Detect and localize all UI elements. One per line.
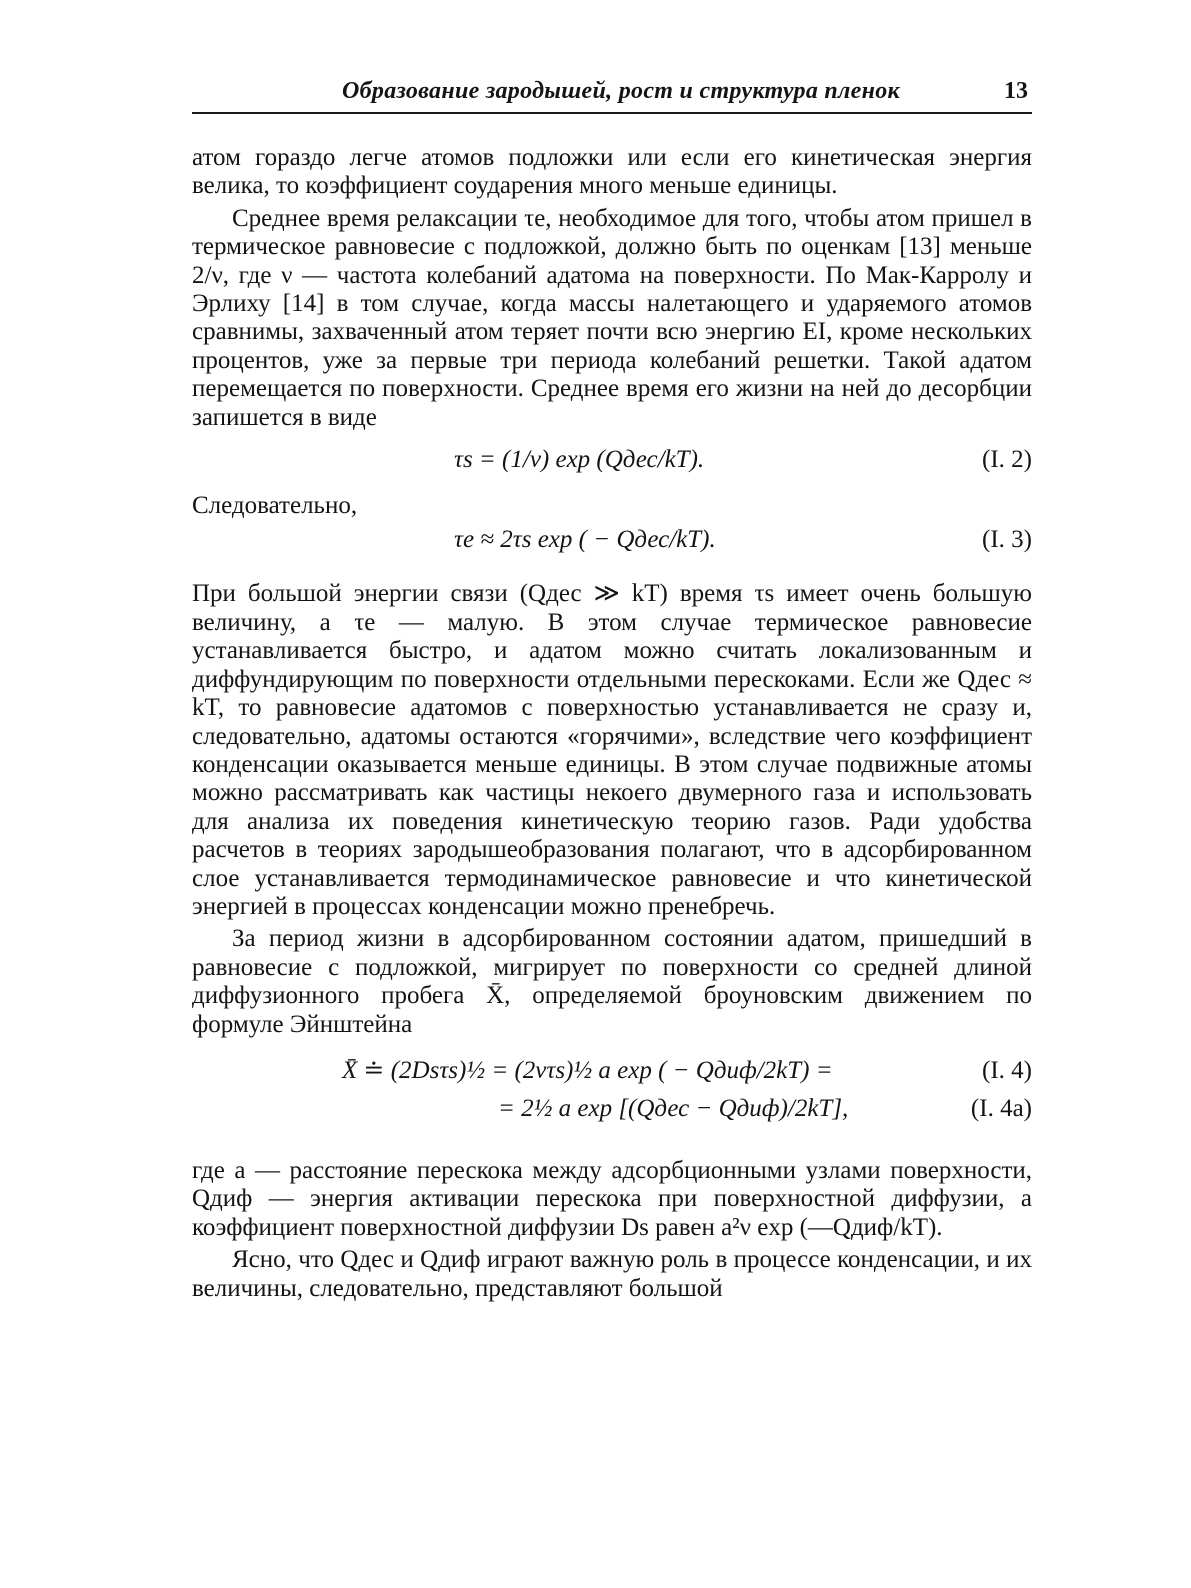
equation-I3 bbox=[192, 526, 1032, 562]
equation-I4-expression: X̄ ≐ (2Dsτs)½ = (2ντs)½ a exp ( − Qдиф/2kT) = bbox=[342, 1056, 833, 1084]
equation-I2-expression: τs = (1/ν) exp (Qдес/kT). bbox=[454, 446, 705, 474]
page-header bbox=[192, 78, 1032, 108]
label-consequently: Следовательно, bbox=[192, 492, 358, 520]
paragraph-5: где a — расстояние перескока между адсорбционными узлами поверхности, Qдиф — энергия активации перескока при поверхностной диффузии, а коэффициент поверхностной диффузии Ds равен a²ν exp (—Qдиф/kT). bbox=[192, 1156, 1032, 1241]
paragraph-6: Ясно, что Qдес и Qдиф играют важную роль в процессе конденсации, и их величины, следовательно, представляют большой bbox=[192, 1246, 1032, 1302]
paragraph-2: Среднее время релаксации τe, необходимое для того, чтобы атом пришел в термическое равновесие с подложкой, должно быть по оценкам [13] меньше 2/ν, где ν — частота колебаний адатома на поверхности. По Мак-Карролу и Эрлиху [14] в том случае, когда массы налетающего и ударяемого атомов сравнимы, захваченный атом теряет почти всю энергию EI, кроме нескольких процентов, уже за первые три периода колебаний решетки. Такой адатом перемещается по поверхности. Среднее время его жизни на ней до десорбции запишется в виде bbox=[192, 204, 1032, 431]
equation-I3-expression: τe ≈ 2τs exp ( − Qдес/kT). bbox=[454, 526, 716, 554]
equation-I4a-expression: = 2½ a exp [(Qдес − Qдиф)/2kT], bbox=[498, 1094, 849, 1122]
paragraph-3: При большой энергии связи (Qдес ≫ kT) время τs имеет очень большую величину, а τe — малую. В этом случае термическое равновесие устанавливается быстро, и адатом можно считать локализованным и диффундирующим по поверхности отдельными перескоками. Если же Qдес ≈ kT, то равновесие адатомов с поверхностью устанавливается не сразу и, следовательно, адатомы остаются «горячими», вследствие чего коэффициент конденсации оказывается меньше единицы. В этом случае подвижные атомы можно рассматривать как частицы некоего двумерного газа и использовать для анализа их поведения кинетическую теорию газов. Ради удобства расчетов в теориях зародышеобразования полагают, что в адсорбированном слое устанавливается термодинамическое равновесие и что кинетической энергией в процессах конденсации можно пренебречь. bbox=[192, 580, 1032, 920]
paragraph-4: За период жизни в адсорбированном состоянии адатом, пришедший в равновесие с подложкой, мигрирует по поверхности со средней длиной диффузионного пробега X̄, определяемой броуновским движением по формуле Эйнштейна bbox=[192, 925, 1032, 1038]
equation-I4a bbox=[192, 1095, 1032, 1131]
paragraph-1: атом гораздо легче атомов подложки или если его кинетическая энергия велика, то коэффициент соударения много меньше единицы. bbox=[192, 144, 1032, 200]
page-body bbox=[192, 144, 1032, 1303]
equation-I2-number: (I. 2) bbox=[982, 446, 1032, 474]
equation-I2 bbox=[192, 446, 1032, 482]
equation-I4a-number: (I. 4а) bbox=[970, 1094, 1032, 1122]
page-number: 13 bbox=[1004, 78, 1028, 104]
equation-I4 bbox=[192, 1057, 1032, 1093]
equation-I3-number: (I. 3) bbox=[982, 526, 1032, 554]
equation-I4-number: (I. 4) bbox=[982, 1056, 1032, 1084]
header-rule bbox=[192, 112, 1032, 114]
running-title: Образование зародышей, рост и структура пленок bbox=[342, 78, 901, 104]
